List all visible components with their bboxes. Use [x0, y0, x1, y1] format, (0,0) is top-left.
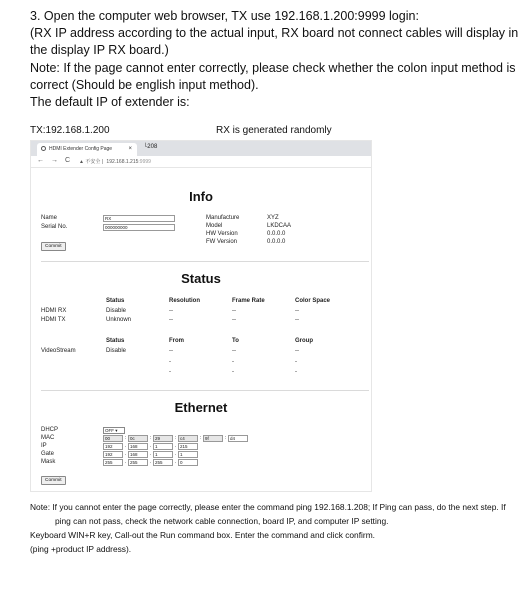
stream-from-3: -: [169, 369, 171, 375]
mask-octet-3[interactable]: 255: [153, 459, 173, 466]
url-port: :9999: [138, 159, 151, 165]
ethernet-title: Ethernet: [174, 400, 228, 415]
tab-bar: [31, 141, 371, 156]
url-host: 192.168.1.215: [106, 159, 139, 165]
mac-octet-6[interactable]: d4: [228, 435, 248, 442]
ip-octet-1[interactable]: 192: [103, 443, 123, 450]
instruction-text: [30, 8, 520, 111]
serial-input[interactable]: 000000000: [103, 224, 175, 231]
hdmi-tx-frame-rate: --: [232, 317, 236, 323]
note-ping-ip: (ping +product IP address).: [30, 544, 132, 554]
status-header-resolution: Resolution: [169, 298, 200, 304]
back-arrow-icon[interactable]: ←: [37, 157, 44, 164]
info-title: Info: [189, 189, 213, 204]
hw-version-value: 0.0.0.0: [267, 231, 286, 237]
hdmi-rx-frame-rate: --: [232, 308, 236, 314]
hdmi-rx-status: Disable: [106, 308, 127, 314]
mac-octet-4[interactable]: c4: [178, 435, 198, 442]
gate-octet-1[interactable]: 192: [103, 451, 123, 458]
info-commit-button[interactable]: Commit: [41, 242, 66, 251]
status-header-color-space: Color Space: [295, 298, 331, 304]
stream-from-1: --: [169, 348, 173, 354]
status-header-status: Status: [106, 298, 125, 304]
mask-octet-4[interactable]: 0: [178, 459, 198, 466]
gate-octet-3[interactable]: 1: [153, 451, 173, 458]
forward-arrow-icon[interactable]: →: [51, 157, 58, 164]
instruction-line-3: Note: If the page cannot enter correctly, please check whether the colon input method is correct (Should be english input method).: [30, 60, 516, 92]
manufacture-value: XYZ: [267, 215, 279, 221]
divider: [41, 390, 369, 391]
videostream-label: VideoStream: [41, 348, 76, 354]
serial-label: Serial No.: [41, 224, 68, 230]
stream-header-group: Group: [295, 338, 313, 344]
ip-captions: [30, 125, 510, 139]
ip-octet-2[interactable]: 168: [128, 443, 148, 450]
divider: [41, 261, 369, 262]
fw-version-value: 0.0.0.0: [267, 239, 286, 245]
mac-label: MAC: [41, 435, 55, 441]
reload-icon[interactable]: C: [65, 157, 71, 164]
stream-to-3: -: [232, 369, 234, 375]
tx-ip-caption: TX:192.168.1.200: [30, 125, 110, 136]
note-run-command: Keyboard WIN+R key, Call-out the Run command box. Enter the command and click confirm.: [30, 530, 375, 540]
stream-group-3: -: [295, 369, 297, 375]
close-icon[interactable]: ×: [128, 146, 132, 152]
ip-octet-4[interactable]: 215: [178, 443, 198, 450]
hdmi-tx-label: HDMI TX: [41, 317, 66, 323]
hdmi-rx-label: HDMI RX: [41, 308, 67, 314]
browser-tab[interactable]: [37, 143, 137, 156]
ip-octet-3[interactable]: 1: [153, 443, 173, 450]
manufacture-label: Manufacture: [206, 215, 240, 221]
fw-version-label: FW Version: [206, 239, 238, 245]
security-warning: ▲ 不安全 |: [79, 159, 104, 165]
gate-octet-4[interactable]: 1: [178, 451, 198, 458]
stream-group-2: -: [295, 359, 297, 365]
mac-octet-2[interactable]: 0c: [128, 435, 148, 442]
mask-octet-1[interactable]: 255: [103, 459, 123, 466]
rx-ip-caption: RX is generated randomly: [216, 125, 332, 136]
hw-version-label: HW Version: [206, 231, 238, 237]
mask-label: Mask: [41, 459, 56, 465]
mac-octet-3[interactable]: 29: [153, 435, 173, 442]
model-label: Model: [206, 223, 223, 229]
stream-header-from: From: [169, 338, 184, 344]
instruction-line-2: (RX IP address according to the actual input, RX board not connect cables will display in the display IP RX board.): [30, 26, 519, 58]
gate-octet-2[interactable]: 168: [128, 451, 148, 458]
instruction-line-4: The default IP of extender is:: [30, 95, 190, 110]
hdmi-rx-resolution: --: [169, 308, 173, 314]
url-field[interactable]: [79, 158, 151, 165]
hdmi-tx-status: Unknown: [106, 317, 132, 323]
globe-icon: [41, 146, 46, 151]
tab-cursor-text: └208: [143, 144, 158, 150]
stream-header-status: Status: [106, 338, 125, 344]
hdmi-rx-color-space: --: [295, 308, 299, 314]
mac-octet-1[interactable]: 00: [103, 435, 123, 442]
mask-octet-2[interactable]: 255: [128, 459, 148, 466]
instruction-line-1: 3. Open the computer web browser, TX use 192.168.1.200:9999 login:: [30, 9, 419, 23]
ip-label: IP: [41, 443, 47, 449]
mac-octet-5[interactable]: 9f: [203, 435, 223, 442]
stream-from-2: -: [169, 359, 171, 365]
notes-text: [30, 500, 512, 556]
stream-to-2: -: [232, 359, 234, 365]
videostream-status: Disable: [106, 348, 127, 354]
ethernet-commit-button[interactable]: Commit: [41, 476, 66, 485]
dhcp-label: DHCP: [41, 427, 59, 433]
stream-to-1: --: [232, 348, 236, 354]
stream-header-to: To: [232, 338, 239, 344]
tab-title: HDMI Extender Config Page: [49, 146, 113, 152]
name-input[interactable]: RX: [103, 215, 175, 222]
status-title: Status: [181, 271, 221, 286]
status-header-frame-rate: Frame Rate: [232, 298, 265, 304]
dhcp-select[interactable]: OFF ▾: [103, 427, 125, 434]
model-value: LKDCAA: [267, 223, 292, 229]
name-label: Name: [41, 215, 58, 221]
hdmi-tx-color-space: --: [295, 317, 299, 323]
hdmi-tx-resolution: --: [169, 317, 173, 323]
stream-group-1: --: [295, 348, 299, 354]
browser-screenshot: HDMI Extender Config Page × └208 ← → C ▲ 不安全 | 192.168.1.215:9999 Info Name RX Serial No. 000000000 Commit Manufacture XYZ Model LKDCAA HW Version 0.0.0.0 FW Version 0.0.0.0 Status Status Resolution Frame Rate Color Space HDMI RX Disable -- -- -- HDMI TX Unknown -- -- -- Status From To Group VideoStream Disable -- -- -- - - - - - - Ethernet DHCP OFF ▾ MAC 00 : 0c : 29 : c4 : 9f : d4 IP 192 . 168 . 1 . 215 Gate 192 . 168 . 1 . 1 Mask 255 . 255 . 255 . 0 Commit: [30, 140, 372, 492]
gate-label: Gate: [41, 451, 55, 457]
note-ping: Note: If you cannot enter the page correctly, please enter the command ping 192.168.1.208; If Ping can pass, do the next step. If ping can not pass, check the network cable connection, board IP, and computer IP setting.: [30, 502, 506, 526]
address-bar: [31, 156, 371, 168]
